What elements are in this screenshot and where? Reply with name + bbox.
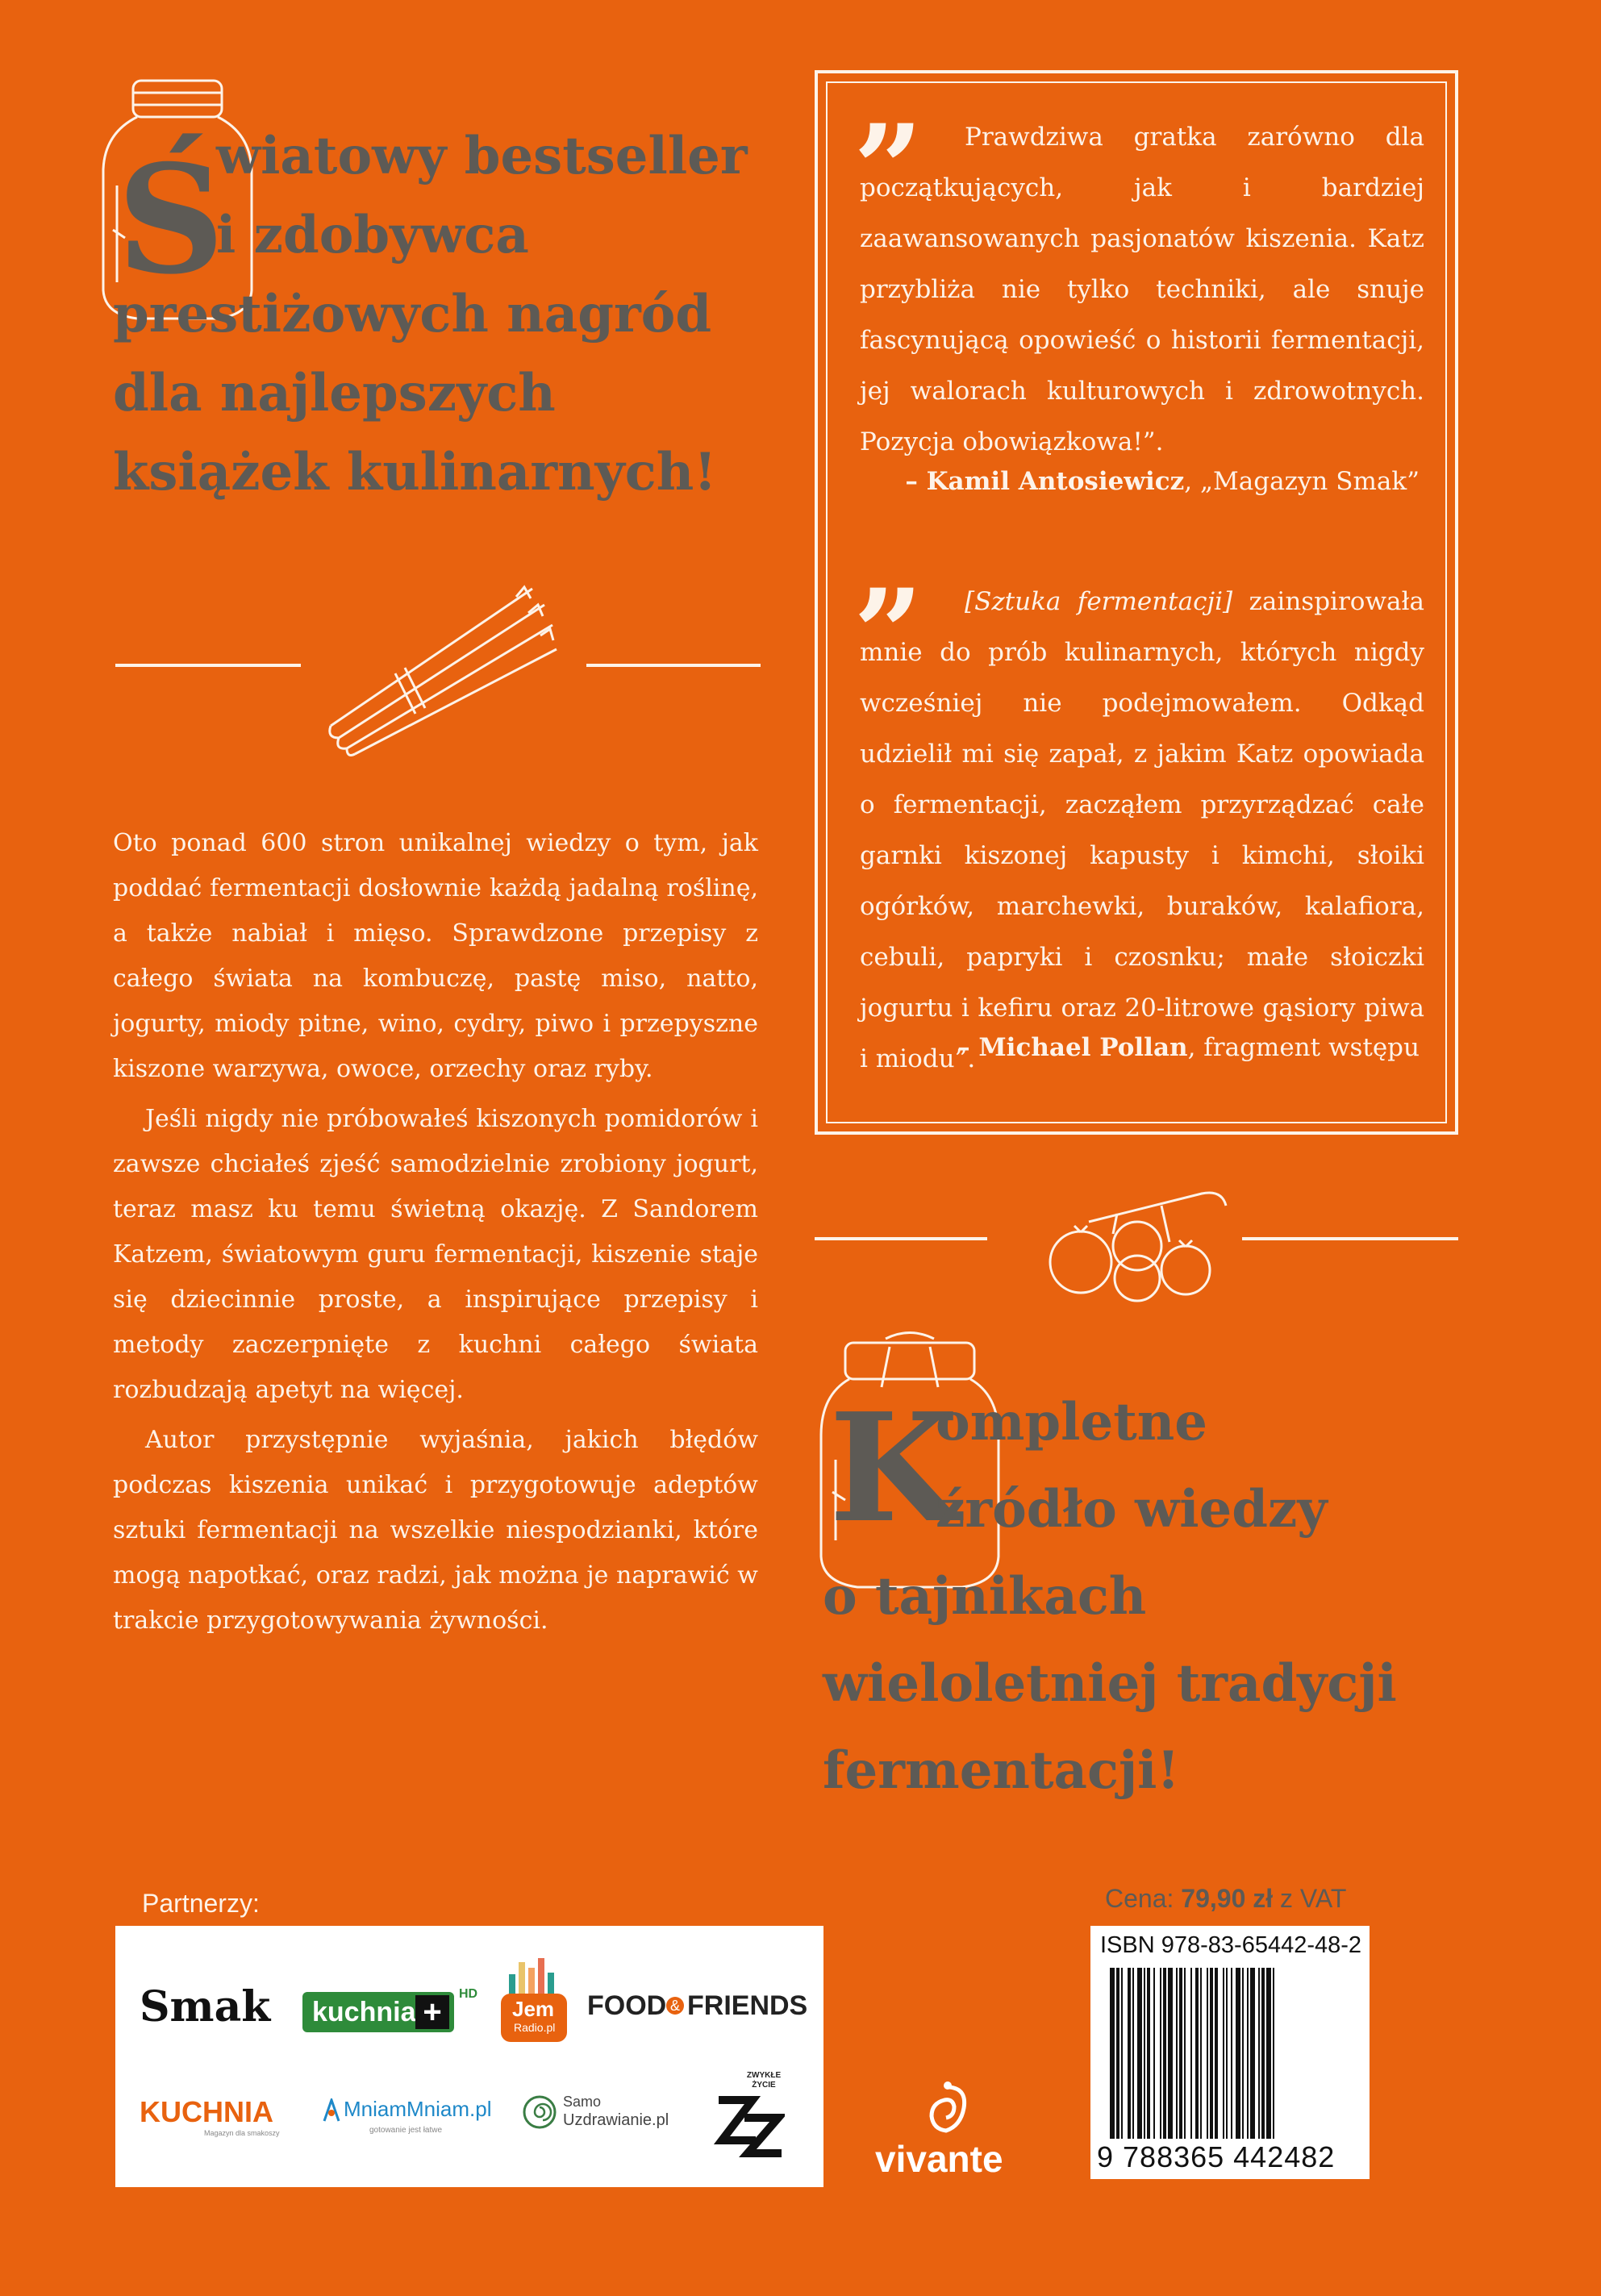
quote-mark-2: ” [853,563,923,705]
divider-right-1 [586,664,761,667]
logo-friends-text: FRIENDS [687,1990,808,2021]
logo-jem-text: Jem [512,1997,555,2021]
barcode-bar [1266,1968,1271,2139]
logo-kuchnia-text: kuchnia [312,1997,416,2027]
barcode-bar [1190,1968,1192,2139]
price-amount: 79,90 zł [1181,1884,1274,1913]
barcode-bar [1110,1968,1115,2139]
barcode-bar [1179,1968,1182,2139]
barcode-bar [1231,1968,1232,2139]
barcode-bar [1226,1968,1228,2139]
barcode [1090,1926,1370,2179]
barcode-bar [1200,1968,1202,2139]
barcode-bar [1137,1968,1142,2139]
description-paragraph-3: Autor przystępnie wyjaśnia, jakich błędów podczas kiszenia unikać i przygotowuje adeptów sztuki fermentacji na wszelkie niespodzianki, które mogą napotkać, oraz radzi, jak można je naprawić w trakcie przygotowywania żywności. [113,1426,758,1635]
barcode-bar [1210,1968,1213,2139]
description-paragraph-1: Oto ponad 600 stron unikalnej wiedzy o tym, jak poddać fermentacji dosłownie każdą jadalną roślinę, a także nabiał i mięso. Sprawdzone przepisy z całego świata na kombuczę, pastę miso, natto, jogurty, miody pitne, wino, cydry, piwo i przepyszne kiszone warzywa, owoce, orzechy oraz ryby. [113,829,758,1083]
description [113,821,758,1648]
logo-kuchnia-plus [302,1992,454,2032]
price-prefix: Cena: [1105,1884,1182,1913]
quote-1-source: , „Magazyn Smak” [1184,467,1420,496]
mniam-icon [321,2098,342,2123]
vivante-logo: vivante [875,2138,1003,2180]
quote-2-title: [Sztuka fermentacji] [965,587,1233,616]
divider-right-2 [1242,1237,1458,1240]
bottom-headline-line-3: o tajnikach [823,1566,1147,1627]
bottom-headline-line-2: źródło wiedzy [936,1479,1328,1540]
bottom-headline [815,1379,1589,1831]
quote-2-source: , fragment wstępu [1187,1033,1420,1062]
top-headline-line-1: wiatowy bestseller [216,126,748,186]
barcode-bar [1223,1968,1224,2139]
barcode-bar [1195,1968,1199,2139]
barcode-bar [1147,1968,1150,2139]
zz-icon [712,2094,785,2158]
barcode-bar [1261,1968,1265,2139]
barcode-bar [1215,1968,1218,2139]
price-suffix: z VAT [1273,1884,1347,1913]
barcode-bar [1184,1968,1186,2139]
barcode-bar [1250,1968,1255,2139]
barcode-bar [1236,1968,1240,2139]
quote-2-body: zainspirowała mnie do prób kulinarnych, których nigdy wcześniej nie podejmowałem. Odkąd udzielił mi się zapał, z jakim Katz opowiada o fermentacji, zacząłem przyrządzać całe garnki kiszonej kapusty i kimchi, słoiki ogórków, marchewki, buraków, kalafiora, cebuli, papryki i czosnku; małe słoiczki jogurtu i kefiru oraz 20-litrowe gąsiory piwa i miodu”. [860,587,1424,1073]
logo-zwykle-zycie-text: ZWYKŁE ŻYCIE [746,2071,782,2090]
quote-2-attribution [957,1033,1420,1062]
logo-plus-icon: + [415,1995,449,2029]
logo-hd: HD [459,1987,478,2001]
logo-zwykle-zycie [712,2071,785,2160]
barcode-bar [1242,1968,1244,2139]
logo-kuchnia-magazine-text: KUCHNIA [140,2095,273,2128]
barcode-bar [1144,1968,1145,2139]
logo-radio-text: Radio.pl [514,2021,556,2034]
top-headline-dropcap: Ś [117,131,225,307]
barcode-bar [1121,1968,1123,2139]
description-paragraph-2: Jeśli nigdy nie próbowałeś kiszonych pomidorów i zawsze chciałeś zjeść samodzielnie zrobiony jogurt, teraz masz ku temu świetną okazję. Z Sandorem Katzem, światowym guru fermentacji, kiszenie staje się dziecinnie proste, a inspirujące przepisy i metody zaczerpnięte z kuchni całego świata rozbudzają apetyt na więcej. [113,1105,758,1404]
divider-left-2 [815,1237,987,1240]
barcode-digits: 9 788365 442482 [1097,2140,1336,2173]
divider-left-1 [115,664,301,667]
asparagus-illustration [315,565,573,758]
tomatoes-illustration [1040,1177,1234,1306]
bottom-headline-line-4: wieloletniej tradycji [823,1653,1397,1714]
quote-2-text [860,577,1424,1085]
equalizer-icon [509,1958,557,1994]
bottom-headline-line-1: ompletne [936,1392,1207,1452]
partners-logos [115,1926,823,2187]
top-headline [113,113,774,565]
quote-1-text [860,112,1424,468]
quote-box [815,70,1458,1135]
barcode-bar [1153,1968,1155,2139]
quote-1-body: Prawdziwa gratka zarówno dla początkujących, jak i bardziej zaawansowanych pasjonatów kiszenia. Katz przybliża nie tylko techniki, ale snuje fascynującą opowieść o historii fermentacji, jej walorach kulturowych i zdrowotnych. Pozycja obowiązkowa!”. [860,123,1424,456]
logo-uzdrawianie-text: Uzdrawianie.pl [563,2111,669,2129]
quote-2-author: – Michael Pollan [957,1033,1188,1062]
bottom-headline-dropcap: K [829,1380,959,1556]
barcode-bar [1128,1968,1131,2139]
bottom-headline-line-5: fermentacji! [823,1740,1180,1801]
price [1105,1884,1346,1914]
logo-ampersand: & [666,1997,684,2015]
barcode-bar [1168,1968,1173,2139]
isbn-text: ISBN 978-83-65442-48-2 [1100,1932,1362,1958]
barcode-bar [1207,1968,1208,2139]
barcode-bar [1163,1968,1166,2139]
partners-label: Partnerzy: [142,1889,260,1918]
logo-mniammniam-text: MniamMniam.pl [344,2097,492,2121]
barcode-bars [1110,1968,1353,2139]
barcode-bar [1116,1968,1119,2139]
spiral-icon [523,2095,557,2129]
barcode-bar [1176,1968,1178,2139]
top-headline-line-2: i zdobywca [216,205,529,265]
logo-samo-text: Samo [563,2094,602,2110]
logo-smak: Smak [140,1982,271,2031]
barcode-bar [1258,1968,1260,2139]
logo-mniammniam-tagline: gotowanie jest łatwe [369,2126,443,2135]
quote-1-author: – Kamil Antosiewicz [905,467,1185,496]
barcode-bar [1160,1968,1161,2139]
logo-food-text: FOOD [587,1990,667,2021]
quote-1-attribution [905,467,1420,496]
quote-mark-1: ” [853,98,923,240]
logo-kuchnia-tagline: Magazyn dla smakoszy [204,2129,280,2137]
logo-jemradio [494,1958,575,2047]
top-headline-line-5: książek kulinarnych! [113,442,717,502]
barcode-bar [1132,1968,1134,2139]
top-headline-line-3: prestiżowych nagród [113,284,712,344]
barcode-bar [1247,1968,1249,2139]
top-headline-line-4: dla najlepszych [113,363,556,423]
barcode-bar [1273,1968,1274,2139]
vivante-logo-icon [923,2081,975,2137]
